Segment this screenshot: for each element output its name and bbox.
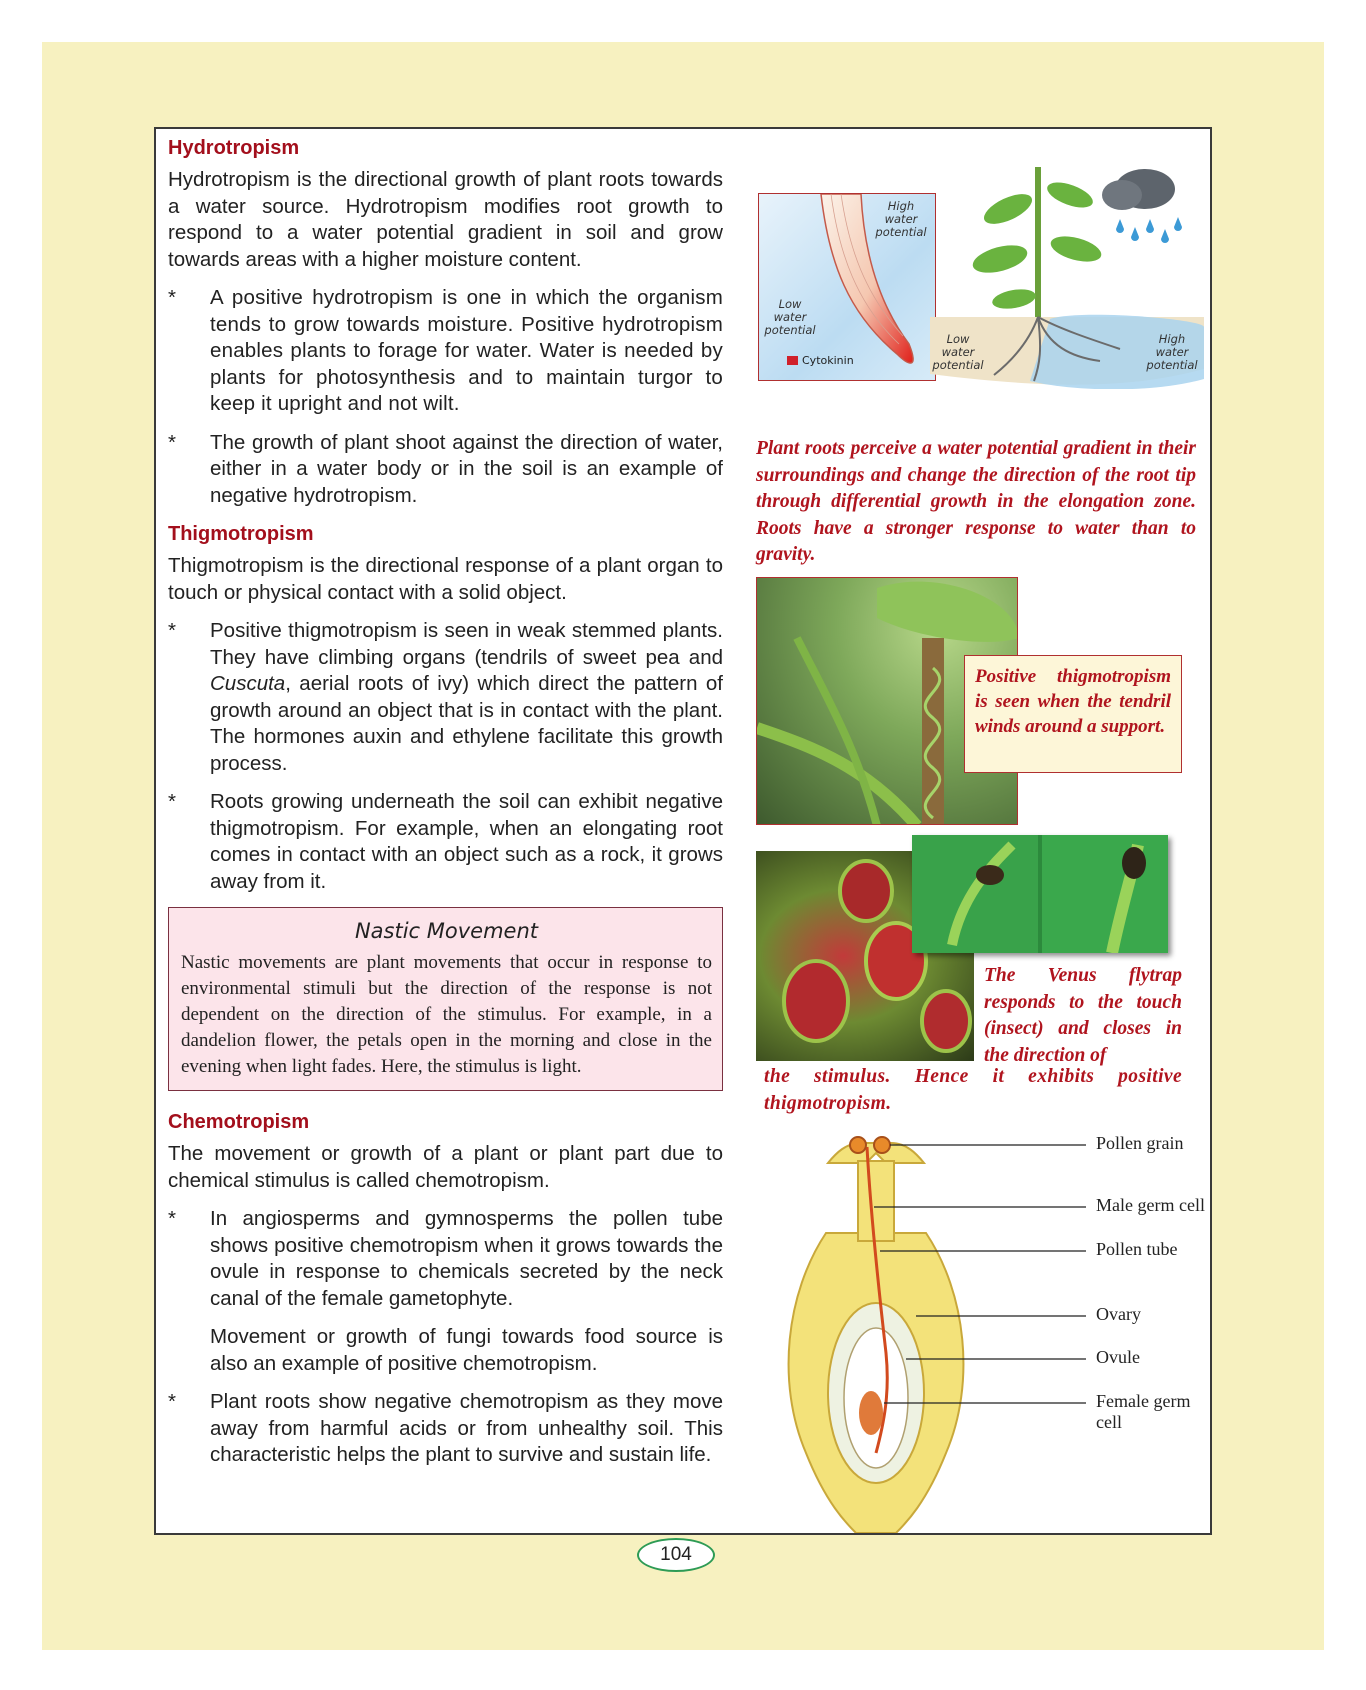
ovule-label: Ovule [1096, 1347, 1140, 1367]
hydrotropism-heading: Hydrotropism [168, 137, 300, 159]
list-item [168, 618, 723, 777]
nastic-body: Nastic movements are plant movements that occur in response to environmental stimuli but the direction of the response is not dependent on the direction of the stimulus. For example, in a dandelion flower, the petals open in the morning and close in the evening when light fades. Here, the stimulus is light. [181, 952, 712, 1077]
nastic-title: Nastic Movement [354, 919, 539, 943]
ovary-label: Ovary [1096, 1304, 1141, 1324]
text-run: Positive thigmotropism is seen in weak stemmed plants. They have climbing organs (tendrils of sweet pea and [210, 619, 723, 669]
pollen-tube-diagram [766, 1123, 1206, 1533]
thigmotropism-heading: Thigmotropism [168, 523, 314, 545]
cytokinin-swatch [787, 356, 798, 365]
bullet-star: * [168, 430, 176, 454]
content-panel [154, 127, 1212, 1535]
root-caption: Plant roots perceive a water potential gradient in their surroundings and change the direction of the root tip through differential growth in the elongation zone. Roots have a stronger response to water than to gravity. [756, 438, 1196, 565]
bullet-star: * [168, 1207, 176, 1230]
chemo-bullet-roots: Plant roots show negative chemotropism as they move away from harmful acids or from unhealthy soil. This characteristic helps the plant to survive and sustain life. [210, 1390, 723, 1466]
soil-high-label: High [1158, 332, 1186, 346]
soil-low-label: water [941, 345, 975, 359]
plant-soil-figure [930, 149, 1204, 389]
root-low-label: water [773, 310, 807, 324]
root-high-label: potential [875, 225, 927, 239]
bullet-star: * [168, 1390, 176, 1413]
root-low-label: Low [778, 297, 802, 311]
female-germ-cell-label: Female germ cell [1096, 1391, 1191, 1432]
chemotropism-heading: Chemotropism [168, 1111, 310, 1133]
list-item [168, 1389, 723, 1469]
text-column [168, 135, 723, 1481]
soil-high-label: potential [1146, 358, 1198, 372]
flytrap-caption-b: the stimulus. Hence it exhibits positive thigmotropism. [764, 1066, 1182, 1114]
text-run: , aerial roots of ivy) which direct the pattern of growth around an object that is in contact with the plant. The hormones auxin and ethylene facilitate this growth process. [210, 672, 723, 775]
root-high-label: water [884, 212, 918, 226]
cuscuta-italic: Cuscuta [210, 672, 286, 695]
soil-low-label: Low [946, 332, 970, 346]
chemotropism-intro: The movement or growth of a plant or plant part due to chemical stimulus is called chemotropism. [168, 1142, 723, 1192]
list-item [168, 789, 723, 895]
nastic-movement-box [168, 907, 723, 1091]
pistil-illustration [766, 1123, 1206, 1533]
pollen-grain-label: Pollen grain [1096, 1133, 1184, 1153]
flytrap-closeup-illustration [912, 835, 1168, 953]
page-number: 104 [637, 1538, 715, 1572]
bullet-star: * [168, 286, 176, 309]
flytrap-closeup-photos [912, 835, 1168, 953]
tendril-caption: Positive thigmotropism is seen when the tendril winds around a support. [975, 666, 1171, 737]
list-item [168, 430, 723, 510]
list-item [168, 285, 723, 418]
chemo-fungi-text: Movement or growth of fungi towards food source is also an example of positive chemotropism. [210, 1325, 723, 1375]
chemo-bullet-pollen: In angiosperms and gymnosperms the pollen tube shows positive chemotropism when it grows towards the ovule in response to chemicals secreted by the neck canal of the female gametophyte. [210, 1207, 723, 1310]
male-germ-cell-label: Male germ cell [1096, 1195, 1205, 1215]
flytrap-caption-a: The Venus flytrap responds to the touch (insect) and closes in the direction of [984, 965, 1182, 1066]
thigmo-bullet-negative: Roots growing underneath the soil can exhibit negative thigmotropism. For example, when an elongating root comes in contact with an object such as a rock, it grows away from it. [210, 790, 723, 893]
pollen-tube-label: Pollen tube [1096, 1239, 1178, 1259]
thigmo-bullet-positive [210, 619, 723, 775]
thigmotropism-intro: Thigmotropism is the directional response of a plant organ to touch or physical contact with a solid object. [168, 554, 723, 604]
root-high-label: High [887, 199, 915, 213]
list-item [168, 1206, 723, 1312]
root-low-label: potential [764, 323, 816, 337]
bullet-star: * [168, 790, 176, 813]
root-tip-figure [758, 193, 936, 381]
soil-high-label: water [1155, 345, 1189, 359]
soil-low-label: potential [932, 358, 984, 372]
tendril-caption-box [964, 655, 1182, 773]
bullet-star: * [168, 619, 176, 642]
hydrotropism-intro: Hydrotropism is the directional growth of plant roots towards a water source. Hydrotropism modifies root growth to respond to a water potential gradient in soil and grow towards areas with a higher moisture content. [168, 168, 723, 271]
hydro-bullet-positive: A positive hydrotropism is one in which the organism tends to grow towards moisture. Positive hydrotropism enables plants to forage for water. Water is needed by plants for photosynthesis and to maintain turgor to keep it upright and not wilt. [210, 286, 723, 415]
cytokinin-legend: Cytokinin [802, 354, 854, 367]
hydro-bullet-negative: The growth of plant shoot against the direction of water, either in a water body or in the soil is an example of negative hydrotropism. [210, 430, 723, 507]
